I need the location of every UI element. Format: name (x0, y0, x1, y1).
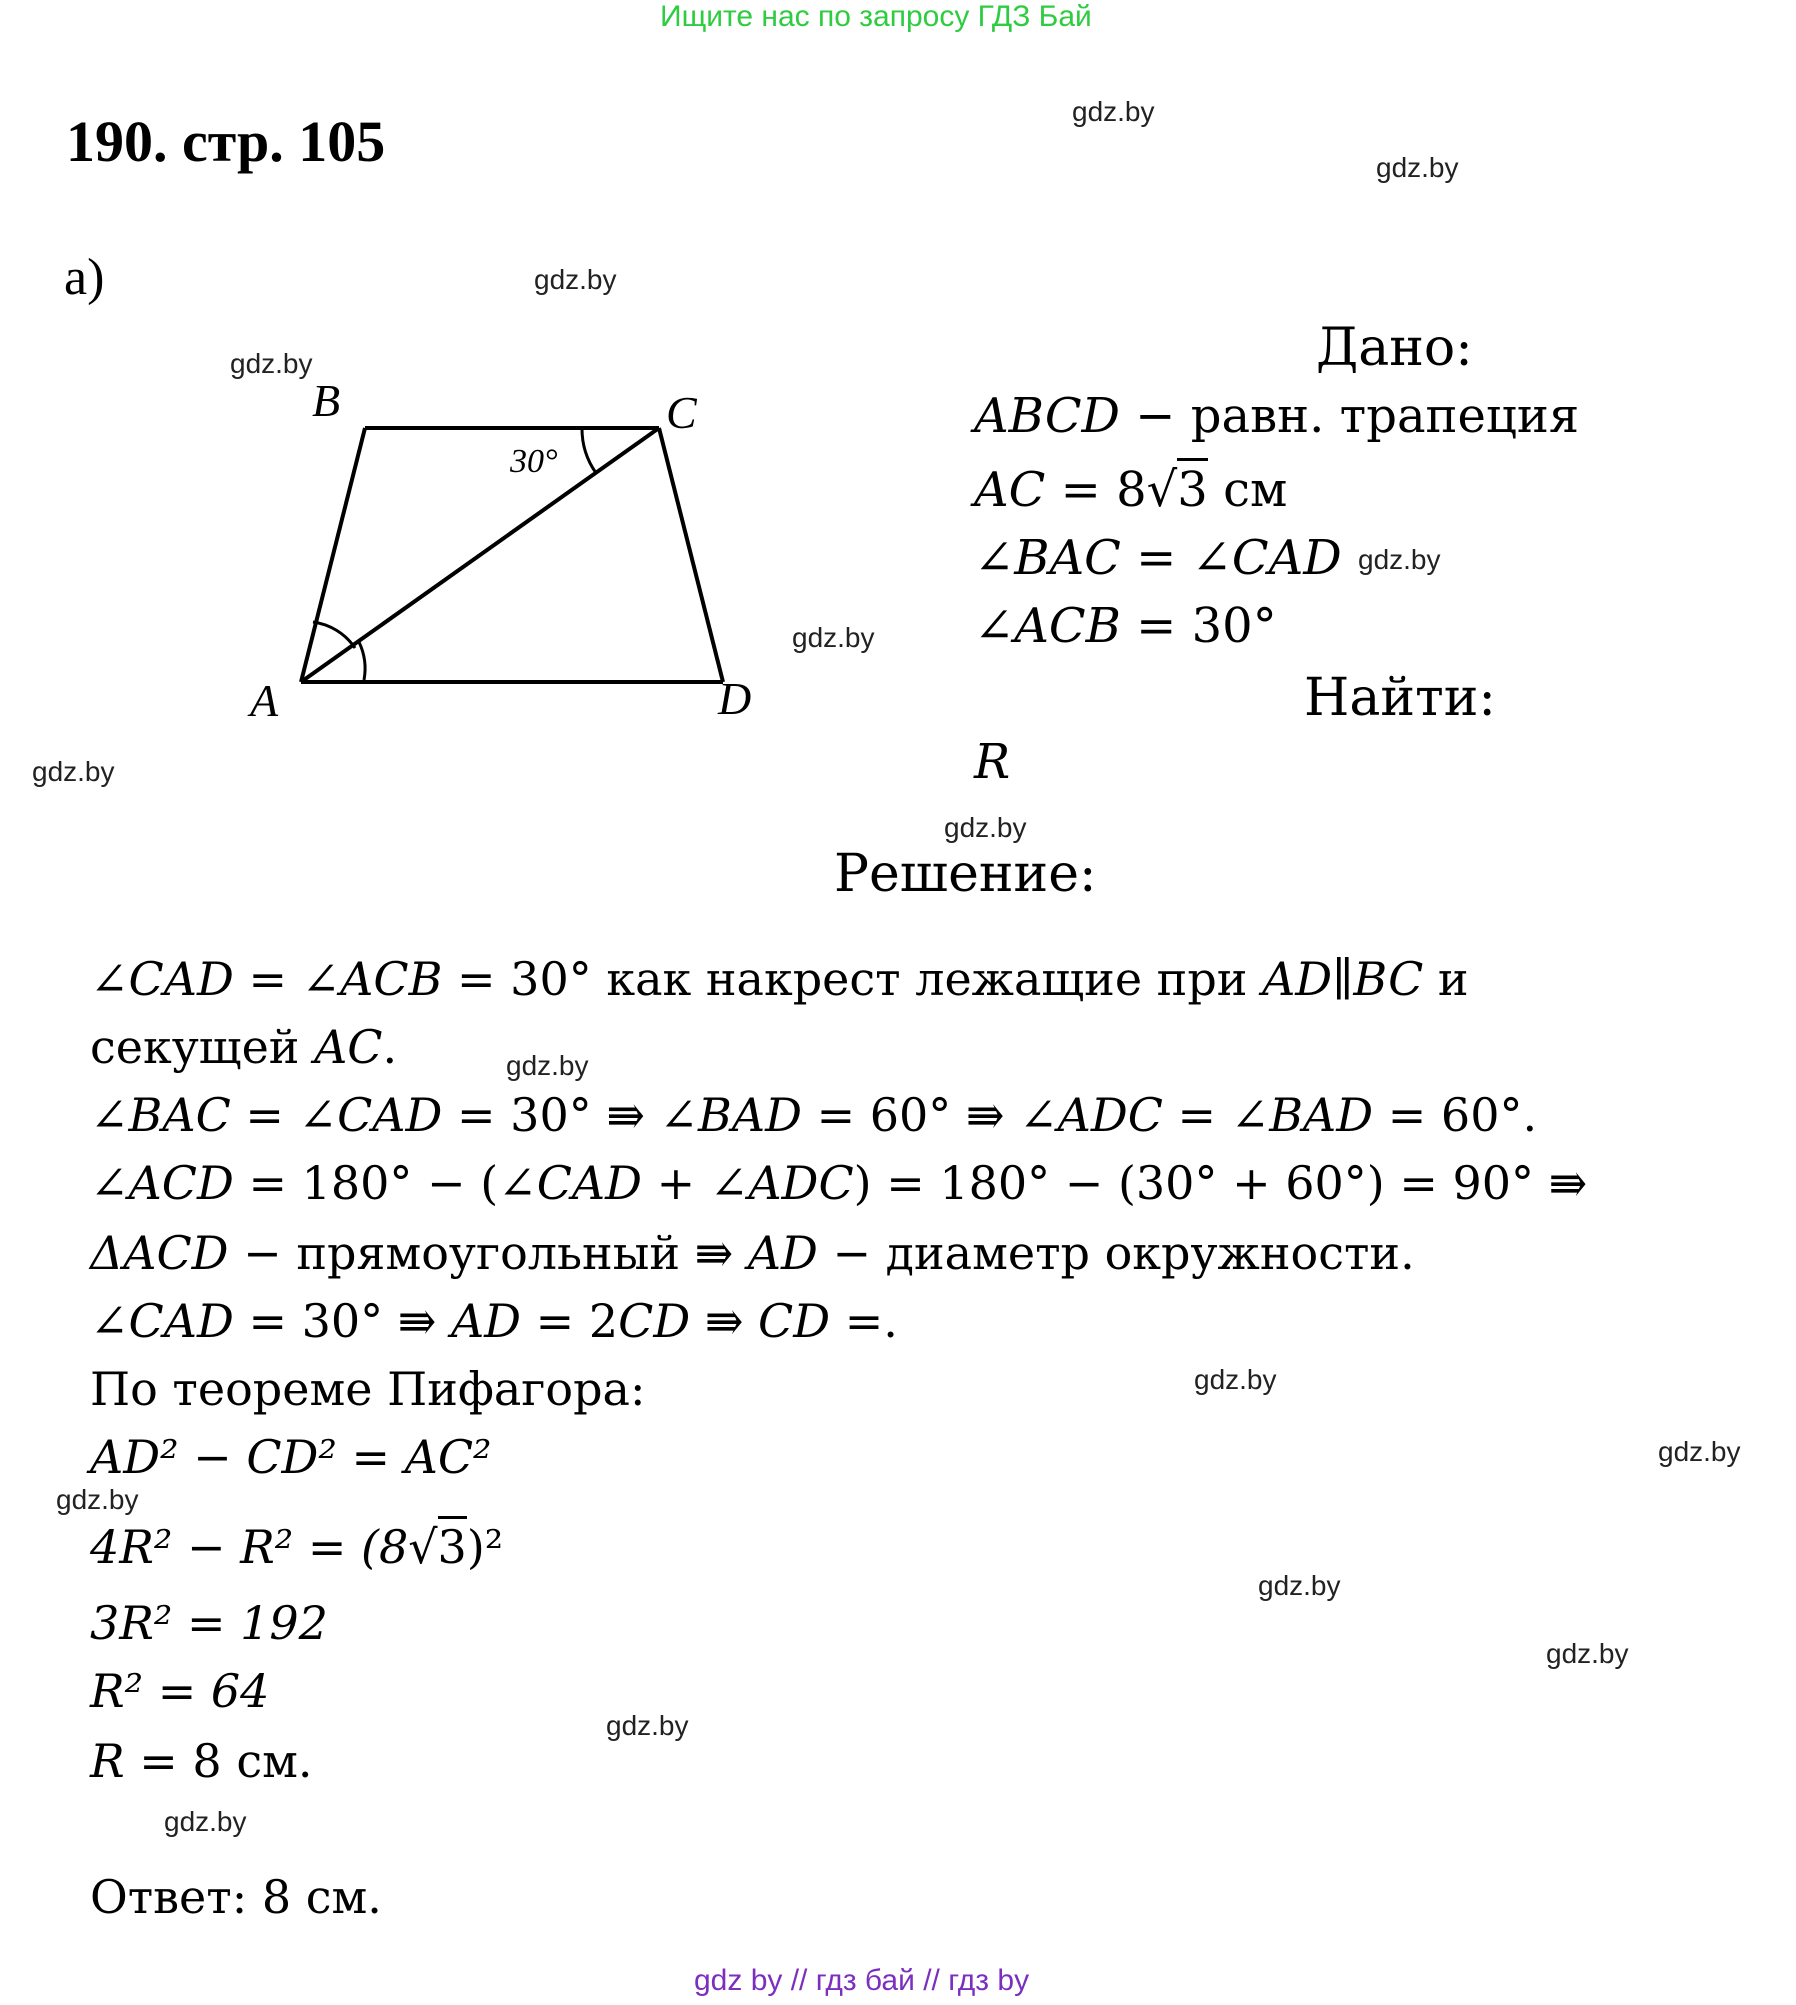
vertex-label-d: D (718, 673, 752, 724)
s1-end: и (1423, 952, 1469, 1006)
s5-a: ΔACD (90, 1226, 229, 1280)
solution-line-8: AD² − CD² = AC² (90, 1430, 492, 1484)
part-label: а) (64, 249, 105, 306)
s1-angles: ∠CAD = ∠ACB (90, 952, 443, 1006)
s2-end: . (382, 1020, 398, 1074)
s6-b: = 30° ⇛ (233, 1294, 451, 1348)
angle-arc-cad (359, 642, 365, 680)
s1-parallel: AD∥BC (1262, 952, 1424, 1006)
vertex-label-b: B (312, 380, 341, 426)
s3-c: ∠BAD (659, 1088, 802, 1142)
sqrt-sign-2: √ (408, 1520, 438, 1574)
solution-line-5 (90, 1226, 1415, 1280)
answer: Ответ: 8 см. (90, 1870, 382, 1924)
vertex-label-a: A (250, 675, 279, 726)
watermark: gdz.by (792, 622, 875, 653)
footer-links[interactable]: gdz by // гдз бай // гдз by (694, 1964, 1030, 1997)
watermark: gdz.by (1258, 1570, 1341, 1601)
s6-c: AD (450, 1294, 522, 1348)
angle-label: 30° (510, 443, 558, 480)
s6-a: ∠CAD (90, 1294, 234, 1348)
solution-line-7: По теореме Пифагора: (90, 1362, 646, 1416)
solution-line-12 (90, 1734, 312, 1788)
watermark: gdz.by (1546, 1638, 1629, 1669)
watermark: gdz.by (1376, 152, 1459, 183)
watermark: gdz.by (606, 1710, 689, 1741)
watermark: gdz.by (1358, 544, 1441, 575)
s9-a: 4R² − R² = (8 (90, 1520, 409, 1574)
s4-a: ∠ACD (90, 1156, 234, 1210)
s5-b: − прямоугольный ⇛ (228, 1226, 748, 1280)
watermark: gdz.by (944, 812, 1027, 843)
s4-c: ∠CAD + ∠ADC (498, 1156, 854, 1210)
s4-b: = 180° − ( (233, 1156, 499, 1210)
s6-g: CD (758, 1294, 831, 1348)
given-line-4 (974, 598, 1277, 654)
s4-d: ) = 180° − (30° + 60°) = 90° ⇛ (853, 1156, 1588, 1210)
solution-line-1 (90, 952, 1469, 1006)
s12-b: = 8 см. (124, 1734, 313, 1788)
solution-line-2 (90, 1020, 397, 1074)
watermark: gdz.by (534, 264, 617, 295)
solution-line-6 (90, 1294, 898, 1348)
given-line-1 (974, 388, 1579, 444)
s6-d: = 2 (521, 1294, 619, 1348)
s12-a: R (90, 1734, 125, 1788)
given-acb-val: = 30° (1120, 598, 1277, 654)
angle-arc-acb (582, 428, 596, 473)
watermark: gdz.by (1072, 96, 1155, 127)
given-trapezoid-desc: − равн. трапеция (1120, 388, 1580, 444)
s5-d: − диаметр окружности. (817, 1226, 1415, 1280)
solution-heading: Решение: (834, 844, 1097, 904)
angle-arc-bac (313, 622, 355, 648)
given-sqrt-arg: 3 (1177, 458, 1208, 518)
given-ac-eq: = 8 (1045, 462, 1147, 518)
s3-e: ∠ADC = ∠BAD (1019, 1088, 1374, 1142)
s2-ac: AC (314, 1020, 383, 1074)
given-heading: Дано: (1316, 318, 1473, 378)
watermark: gdz.by (56, 1484, 139, 1515)
solution-line-10: 3R² = 192 (90, 1596, 328, 1650)
watermark: gdz.by (506, 1050, 589, 1081)
solution-line-3 (90, 1088, 1537, 1142)
s6-e: CD (618, 1294, 691, 1348)
s9-sqrt: 3 (438, 1516, 467, 1574)
sqrt-sign: √ (1146, 462, 1178, 518)
s9-b: )² (466, 1520, 504, 1574)
given-trapezoid: ABCD (974, 388, 1121, 444)
given-ac-unit: см (1207, 462, 1288, 518)
s1-text: = 30° как накрест лежащие при (442, 952, 1263, 1006)
given-acb: ∠ACB (974, 598, 1121, 654)
s5-c: AD (747, 1226, 818, 1280)
s3-a: ∠BAC = ∠CAD (90, 1088, 443, 1142)
watermark: gdz.by (32, 756, 115, 787)
solution-line-4 (90, 1156, 1587, 1210)
s6-f: ⇛ (690, 1294, 758, 1348)
s3-f: = 60°. (1373, 1088, 1538, 1142)
watermark: gdz.by (1194, 1364, 1277, 1395)
side-cd (659, 428, 723, 682)
page-title: 190. стр. 105 (66, 109, 386, 174)
vertex-label-c: C (666, 387, 697, 438)
s6-h: =. (830, 1294, 898, 1348)
find-heading: Найти: (1304, 668, 1496, 728)
top-banner: Ищите нас по запросу ГДЗ Бай (660, 0, 1092, 33)
given-line-3: ∠BAC = ∠CAD (974, 530, 1342, 586)
s2-text: секущей (90, 1020, 315, 1074)
given-line-2 (974, 462, 1287, 518)
given-ac: AC (974, 462, 1046, 518)
trapezoid-figure (230, 380, 790, 740)
s3-b: = 30° ⇛ (442, 1088, 660, 1142)
watermark: gdz.by (1658, 1436, 1741, 1467)
watermark: gdz.by (230, 348, 313, 379)
watermark: gdz.by (164, 1806, 247, 1837)
find-value: R (974, 734, 1011, 790)
s3-d: = 60° ⇛ (801, 1088, 1020, 1142)
solution-line-9 (90, 1520, 503, 1574)
solution-line-11: R² = 64 (90, 1664, 270, 1718)
